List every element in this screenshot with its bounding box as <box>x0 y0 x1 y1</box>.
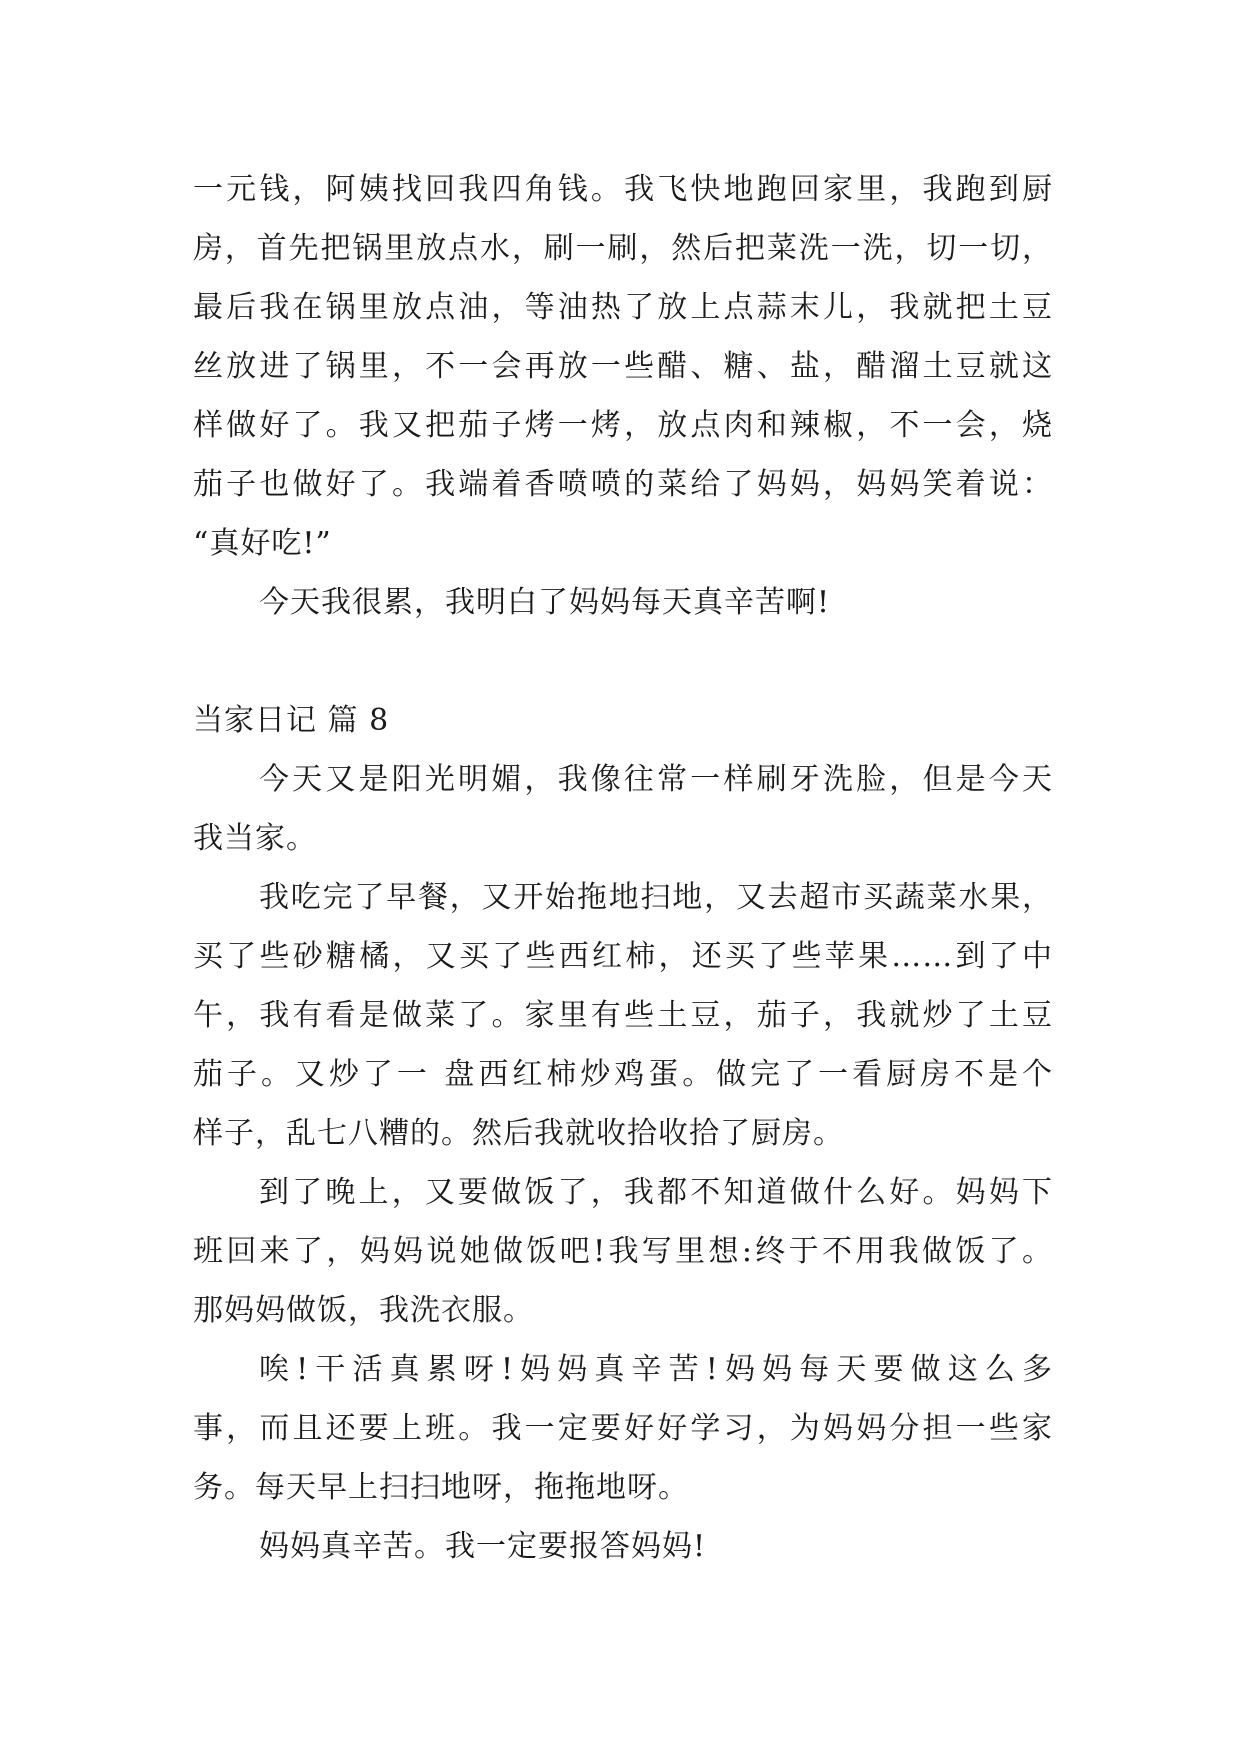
text-line: 我当家。 <box>193 821 317 856</box>
text-line: 房，首先把锅里放点水，刷一刷，然后把菜洗一洗，切一切， <box>193 231 1053 266</box>
text-line: 样子，乱七八糟的。然后我就收拾收拾了厨房。 <box>193 1116 844 1151</box>
text-line: 班回来了，妈妈说她做饭吧!我写里想:终于不用我做饭了。 <box>193 1234 1053 1269</box>
text-line: 买了些砂糖橘，又买了些西红柿，还买了些苹果……到了中 <box>193 939 1053 974</box>
text-line: 今天又是阳光明媚，我像往常一样刷牙洗脸，但是今天 <box>259 762 1053 797</box>
text-line: 那妈妈做饭，我洗衣服。 <box>193 1293 534 1328</box>
text-line: 茄子。又炒了一 盘西红柿炒鸡蛋。做完了一看厨房不是个 <box>193 1057 1053 1092</box>
document-body <box>193 160 1053 1576</box>
paragraph-2 <box>193 868 1053 1163</box>
text-line: 最后我在锅里放点油，等油热了放上点蒜末儿，我就把土豆 <box>193 290 1053 325</box>
text-line: 午，我有看是做菜了。家里有些土豆，茄子，我就炒了土豆 <box>193 998 1053 1033</box>
paragraph-5 <box>193 1517 1053 1576</box>
blank-line <box>193 632 1053 691</box>
text-line: 一元钱，阿姨找回我四角钱。我飞快地跑回家里，我跑到厨 <box>193 172 1053 207</box>
text-line: 唉!干活真累呀!妈妈真辛苦!妈妈每天要做这么多 <box>259 1352 1053 1387</box>
text-line: “真好吃!” <box>193 526 332 561</box>
paragraph-1 <box>193 750 1053 868</box>
paragraph-previous <box>193 160 1053 573</box>
text-line: 事，而且还要上班。我一定要好好学习，为妈妈分担一些家 <box>193 1411 1053 1446</box>
text-line: 到了晚上，又要做饭了，我都不知道做什么好。妈妈下 <box>259 1175 1053 1210</box>
text-line: 茄子也做好了。我端着香喷喷的菜给了妈妈，妈妈笑着说： <box>193 467 1053 502</box>
text-line: 妈妈真辛苦。我一定要报答妈妈! <box>259 1529 707 1564</box>
paragraph-4 <box>193 1340 1053 1517</box>
paragraph-conclusion <box>193 573 1053 632</box>
text-line: 今天我很累，我明白了妈妈每天真辛苦啊! <box>259 585 831 620</box>
section-heading: 当家日记 篇 8 <box>193 703 390 738</box>
text-line: 务。每天早上扫扫地呀，拖拖地呀。 <box>193 1470 689 1505</box>
text-line: 丝放进了锅里，不一会再放一些醋、糖、盐，醋溜土豆就这 <box>193 349 1053 384</box>
paragraph-3 <box>193 1163 1053 1340</box>
text-line: 样做好了。我又把茄子烤一烤，放点肉和辣椒，不一会，烧 <box>193 408 1053 443</box>
text-line: 我吃完了早餐，又开始拖地扫地，又去超市买蔬菜水果， <box>259 880 1053 915</box>
